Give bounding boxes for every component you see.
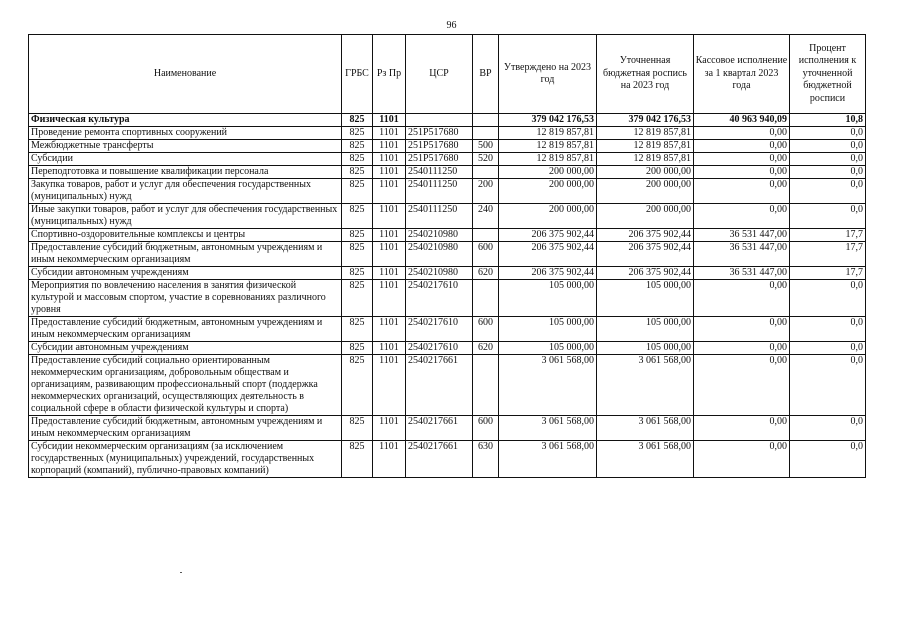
cell-cash-execution: 0,00	[694, 166, 790, 179]
cell-cash-execution: 0,00	[694, 153, 790, 166]
cell-approved: 105 000,00	[499, 342, 597, 355]
cell-approved: 3 061 568,00	[499, 416, 597, 441]
cell-grbs: 825	[342, 204, 373, 229]
cell-percent: 0,0	[790, 416, 866, 441]
cell-grbs: 825	[342, 267, 373, 280]
cell-rzpr: 1101	[373, 114, 406, 127]
cell-rzpr: 1101	[373, 441, 406, 478]
cell-vr: 600	[473, 317, 499, 342]
cell-csr: 251P517680	[406, 153, 473, 166]
cell-name: Переподготовка и повышение квалификации персонала	[29, 166, 342, 179]
cell-csr: 2540217661	[406, 441, 473, 478]
cell-name: Предоставление субсидий бюджетным, автономным учреждениям и иным некоммерческим организациям	[29, 416, 342, 441]
cell-refined: 12 819 857,81	[597, 140, 694, 153]
cell-approved: 105 000,00	[499, 317, 597, 342]
cell-rzpr: 1101	[373, 153, 406, 166]
cell-approved: 3 061 568,00	[499, 441, 597, 478]
cell-vr	[473, 127, 499, 140]
table-row	[29, 280, 866, 317]
cell-percent: 17,7	[790, 229, 866, 242]
cell-name: Субсидии автономным учреждениям	[29, 267, 342, 280]
budget-execution-table	[28, 34, 866, 478]
cell-cash-execution: 0,00	[694, 140, 790, 153]
cell-cash-execution: 40 963 940,09	[694, 114, 790, 127]
cell-approved: 200 000,00	[499, 166, 597, 179]
cell-cash-execution: 36 531 447,00	[694, 267, 790, 280]
cell-grbs: 825	[342, 355, 373, 416]
cell-name: Иные закупки товаров, работ и услуг для обеспечения государственных (муниципальных) нужд	[29, 204, 342, 229]
table-row	[29, 416, 866, 441]
cell-name: Физическая культура	[29, 114, 342, 127]
cell-grbs: 825	[342, 280, 373, 317]
cell-refined: 200 000,00	[597, 204, 694, 229]
cell-csr: 2540217610	[406, 342, 473, 355]
cell-rzpr: 1101	[373, 267, 406, 280]
cell-cash-execution: 0,00	[694, 441, 790, 478]
cell-rzpr: 1101	[373, 416, 406, 441]
cell-cash-execution: 36 531 447,00	[694, 229, 790, 242]
cell-percent: 0,0	[790, 140, 866, 153]
cell-name: Мероприятия по вовлечению населения в занятия физической культурой и массовым спортом, участие в соревнованиях различного уровня	[29, 280, 342, 317]
table-row	[29, 179, 866, 204]
cell-name: Предоставление субсидий социально ориентированным некоммерческим организациям, добровольным обществам и организациям, развивающим профессиональный спорт (поддержка некоммерческих организаций, осуществляющих деятельность в социальной сфере в области физической культуры и спорта)	[29, 355, 342, 416]
cell-refined: 12 819 857,81	[597, 127, 694, 140]
cell-grbs: 825	[342, 229, 373, 242]
cell-refined: 3 061 568,00	[597, 416, 694, 441]
header-approved: Утверждено на 2023 год	[499, 35, 597, 114]
cell-vr	[473, 114, 499, 127]
cell-percent: 0,0	[790, 179, 866, 204]
cell-name: Межбюджетные трансферты	[29, 140, 342, 153]
cell-vr: 600	[473, 242, 499, 267]
cell-vr: 200	[473, 179, 499, 204]
table-row	[29, 114, 866, 127]
cell-grbs: 825	[342, 416, 373, 441]
cell-cash-execution: 0,00	[694, 204, 790, 229]
cell-refined: 3 061 568,00	[597, 441, 694, 478]
table-row	[29, 355, 866, 416]
cell-csr: 2540217610	[406, 317, 473, 342]
header-vr: ВР	[473, 35, 499, 114]
cell-csr: 2540210980	[406, 267, 473, 280]
cell-approved: 206 375 902,44	[499, 267, 597, 280]
header-csr: ЦСР	[406, 35, 473, 114]
cell-csr: 2540210980	[406, 229, 473, 242]
scan-mark	[180, 572, 182, 573]
cell-rzpr: 1101	[373, 280, 406, 317]
cell-percent: 0,0	[790, 355, 866, 416]
cell-vr: 500	[473, 140, 499, 153]
cell-csr: 2540111250	[406, 204, 473, 229]
cell-grbs: 825	[342, 441, 373, 478]
cell-percent: 0,0	[790, 204, 866, 229]
header-grbs: ГРБС	[342, 35, 373, 114]
cell-rzpr: 1101	[373, 355, 406, 416]
cell-rzpr: 1101	[373, 140, 406, 153]
cell-vr: 620	[473, 267, 499, 280]
cell-grbs: 825	[342, 114, 373, 127]
table-row	[29, 140, 866, 153]
cell-approved: 12 819 857,81	[499, 153, 597, 166]
cell-refined: 3 061 568,00	[597, 355, 694, 416]
cell-approved: 3 061 568,00	[499, 355, 597, 416]
header-rzpr: Рз Пр	[373, 35, 406, 114]
cell-rzpr: 1101	[373, 204, 406, 229]
cell-name: Спортивно-оздоровительные комплексы и центры	[29, 229, 342, 242]
cell-cash-execution: 0,00	[694, 416, 790, 441]
cell-approved: 200 000,00	[499, 179, 597, 204]
cell-approved: 105 000,00	[499, 280, 597, 317]
cell-percent: 0,0	[790, 127, 866, 140]
page-number: 96	[446, 20, 457, 31]
cell-refined: 105 000,00	[597, 317, 694, 342]
cell-percent: 0,0	[790, 317, 866, 342]
cell-csr: 2540111250	[406, 179, 473, 204]
table-row	[29, 166, 866, 179]
table-row	[29, 242, 866, 267]
cell-csr: 2540217610	[406, 280, 473, 317]
cell-vr: 620	[473, 342, 499, 355]
table-row	[29, 229, 866, 242]
cell-csr: 2540217661	[406, 355, 473, 416]
cell-rzpr: 1101	[373, 242, 406, 267]
cell-grbs: 825	[342, 242, 373, 267]
header-percent: Процент исполнения к уточненной бюджетной росписи	[790, 35, 866, 114]
cell-rzpr: 1101	[373, 179, 406, 204]
cell-percent: 0,0	[790, 441, 866, 478]
cell-rzpr: 1101	[373, 127, 406, 140]
cell-percent: 0,0	[790, 153, 866, 166]
cell-csr: 2540210980	[406, 242, 473, 267]
cell-percent: 17,7	[790, 242, 866, 267]
cell-vr	[473, 355, 499, 416]
cell-grbs: 825	[342, 317, 373, 342]
cell-cash-execution: 0,00	[694, 179, 790, 204]
cell-percent: 0,0	[790, 280, 866, 317]
cell-refined: 105 000,00	[597, 280, 694, 317]
cell-refined: 206 375 902,44	[597, 267, 694, 280]
cell-name: Закупка товаров, работ и услуг для обеспечения государственных (муниципальных) нужд	[29, 179, 342, 204]
cell-csr: 2540111250	[406, 166, 473, 179]
table-row	[29, 127, 866, 140]
header-refined: Уточненная бюджетная роспись на 2023 год	[597, 35, 694, 114]
cell-vr	[473, 280, 499, 317]
cell-vr	[473, 229, 499, 242]
cell-cash-execution: 0,00	[694, 127, 790, 140]
cell-cash-execution: 0,00	[694, 342, 790, 355]
cell-cash-execution: 0,00	[694, 280, 790, 317]
cell-csr: 2540217661	[406, 416, 473, 441]
table-body	[29, 114, 866, 478]
cell-approved: 12 819 857,81	[499, 140, 597, 153]
header-cash-execution: Кассовое исполнение за 1 квартал 2023 года	[694, 35, 790, 114]
cell-percent: 10,8	[790, 114, 866, 127]
cell-name: Предоставление субсидий бюджетным, автономным учреждениям и иным некоммерческим организациям	[29, 242, 342, 267]
cell-refined: 105 000,00	[597, 342, 694, 355]
cell-percent: 0,0	[790, 342, 866, 355]
cell-approved: 206 375 902,44	[499, 242, 597, 267]
cell-cash-execution: 36 531 447,00	[694, 242, 790, 267]
header-name: Наименование	[29, 35, 342, 114]
cell-vr	[473, 166, 499, 179]
cell-name: Проведение ремонта спортивных сооружений	[29, 127, 342, 140]
cell-approved: 379 042 176,53	[499, 114, 597, 127]
cell-vr: 240	[473, 204, 499, 229]
table-row	[29, 441, 866, 478]
cell-refined: 379 042 176,53	[597, 114, 694, 127]
cell-refined: 206 375 902,44	[597, 242, 694, 267]
cell-cash-execution: 0,00	[694, 317, 790, 342]
cell-csr	[406, 114, 473, 127]
cell-approved: 206 375 902,44	[499, 229, 597, 242]
table-row	[29, 153, 866, 166]
cell-grbs: 825	[342, 127, 373, 140]
cell-refined: 200 000,00	[597, 166, 694, 179]
cell-vr: 520	[473, 153, 499, 166]
cell-name: Субсидии некоммерческим организациям (за исключением государственных (муниципальных) учреждений, государственных корпораций (компаний), публично-правовых компаний)	[29, 441, 342, 478]
cell-csr: 251P517680	[406, 127, 473, 140]
cell-approved: 12 819 857,81	[499, 127, 597, 140]
cell-grbs: 825	[342, 179, 373, 204]
table-row	[29, 204, 866, 229]
cell-refined: 206 375 902,44	[597, 229, 694, 242]
cell-refined: 200 000,00	[597, 179, 694, 204]
cell-grbs: 825	[342, 342, 373, 355]
cell-csr: 251P517680	[406, 140, 473, 153]
cell-grbs: 825	[342, 140, 373, 153]
cell-approved: 200 000,00	[499, 204, 597, 229]
cell-grbs: 825	[342, 166, 373, 179]
table-header-row	[29, 35, 866, 114]
table-row	[29, 342, 866, 355]
cell-name: Предоставление субсидий бюджетным, автономным учреждениям и иным некоммерческим организациям	[29, 317, 342, 342]
cell-vr: 630	[473, 441, 499, 478]
table-row	[29, 267, 866, 280]
cell-cash-execution: 0,00	[694, 355, 790, 416]
cell-vr: 600	[473, 416, 499, 441]
cell-name: Субсидии	[29, 153, 342, 166]
cell-rzpr: 1101	[373, 317, 406, 342]
table-row	[29, 317, 866, 342]
cell-percent: 17,7	[790, 267, 866, 280]
cell-refined: 12 819 857,81	[597, 153, 694, 166]
cell-percent: 0,0	[790, 166, 866, 179]
cell-name: Субсидии автономным учреждениям	[29, 342, 342, 355]
cell-rzpr: 1101	[373, 166, 406, 179]
cell-rzpr: 1101	[373, 229, 406, 242]
cell-grbs: 825	[342, 153, 373, 166]
cell-rzpr: 1101	[373, 342, 406, 355]
